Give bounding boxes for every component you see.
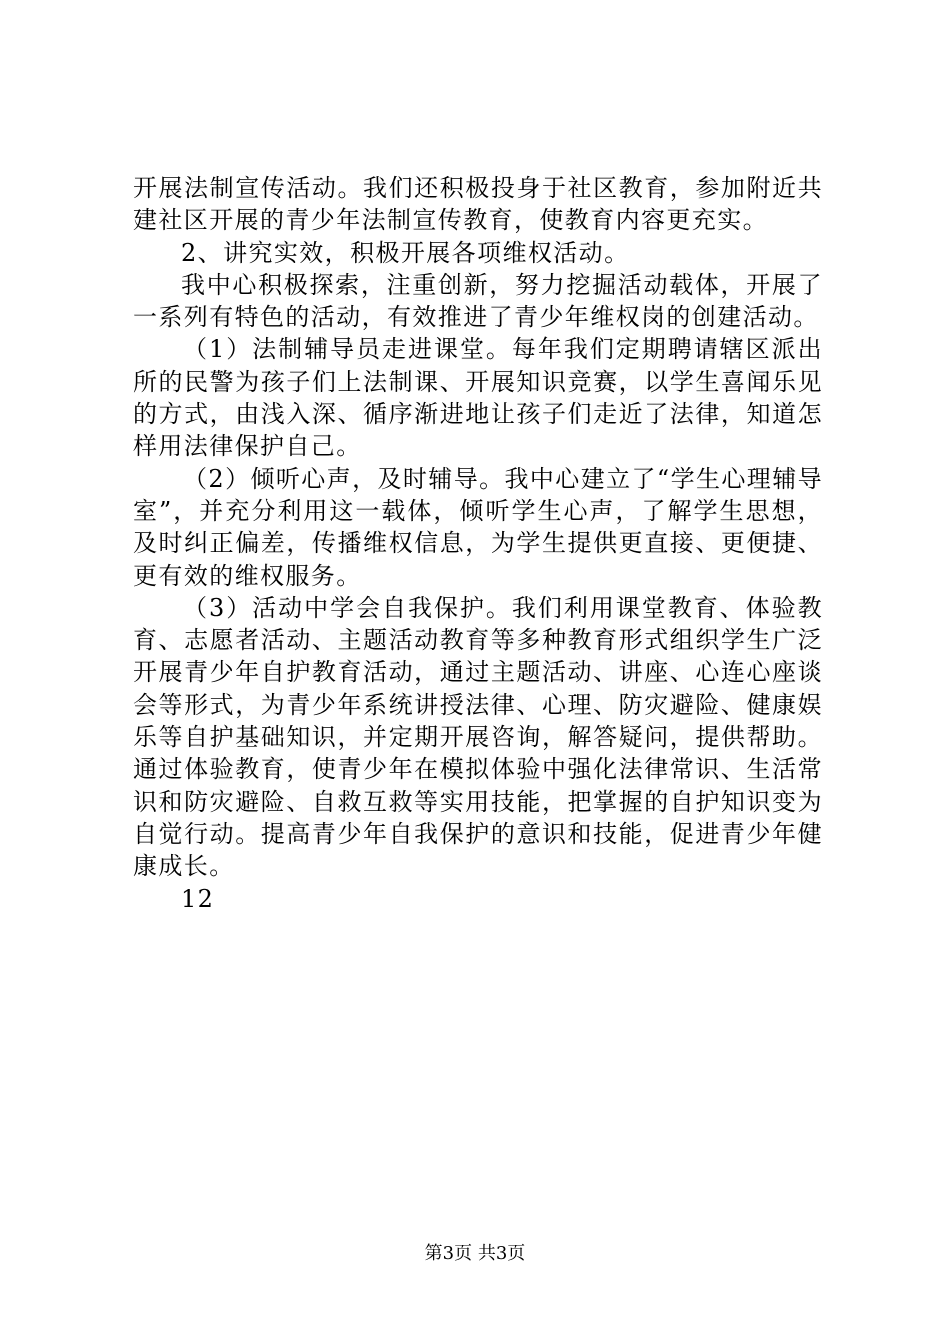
paragraph-item-1: （1）法制辅导员走进课堂。每年我们定期聘请辖区派出所的民警为孩子们上法制课、开展知识竞赛，以学生喜闻乐见的方式，由浅入深、循序渐进地让孩子们走近了法律，知道怎样用法律保护自己。 <box>133 335 823 461</box>
paragraph-number: 12 <box>181 884 215 913</box>
paragraph-center-activities: 我中心积极探索，注重创新，努力挖掘活动载体，开展了一系列有特色的活动，有效推进了青少年维权岗的创建活动。 <box>133 270 823 332</box>
paragraph-item-2: （2）倾听心声，及时辅导。我中心建立了“学生心理辅导室”，并充分利用这一载体，倾听学生心声，了解学生思想，及时纠正偏差，传播维权信息，为学生提供更直接、更便捷、更有效的维权服务。 <box>133 464 823 590</box>
paragraph-intro: 开展法制宣传活动。我们还积极投身于社区教育，参加附近共建社区开展的青少年法制宣传教育，使教育内容更充实。 <box>133 174 823 235</box>
paragraph-item-3: （3）活动中学会自我保护。我们利用课堂教育、体验教育、志愿者活动、主题活动教育等多种教育形式组织学生广泛开展青少年自护教育活动，通过主题活动、讲座、心连心座谈会等形式，为青少年系统讲授法律、心理、防灾避险、健康娱乐等自护基础知识，并定期开展咨询，解答疑问，提供帮助。通过体验教育，使青少年在模拟体验中强化法律常识、生活常识和防灾避险、自救互救等实用技能，把掌握的自护知识变为自觉行动。提高青少年自我保护的意识和技能，促进青少年健康成长。 <box>133 593 823 881</box>
page-footer <box>0 1242 950 1266</box>
page-number-label: 第3页 共3页 <box>424 1243 526 1264</box>
paragraph-heading-2: 2、讲究实效，积极开展各项维权活动。 <box>181 238 630 267</box>
document-body <box>133 172 823 915</box>
